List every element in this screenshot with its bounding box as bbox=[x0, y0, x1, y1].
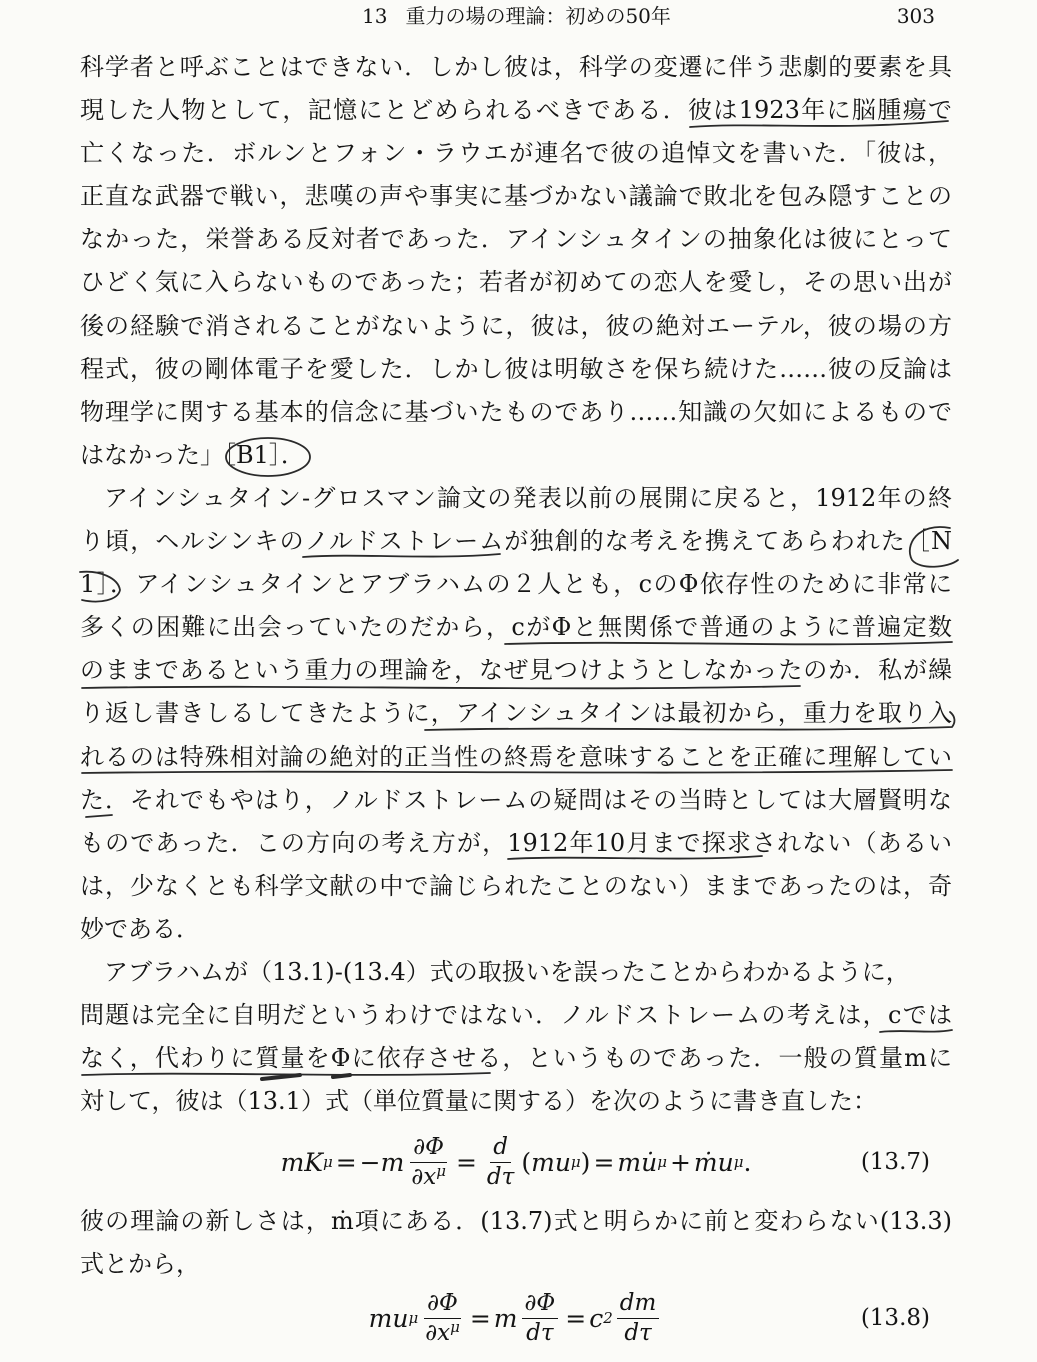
text-line: なく，代わりに質量をΦに依存させる，というものであった．一般の質量mに bbox=[80, 1044, 952, 1073]
chapter-title: 重力の場の理論：初めの50年 bbox=[405, 4, 671, 28]
text-line: 亡くなった．ボルンとフォン・ラウエが連名で彼の追悼文を書いた．「彼は， bbox=[80, 139, 952, 168]
text-line: 問題は完全に自明だというわけではない．ノルドストレームの考えは，cでは bbox=[80, 1001, 952, 1030]
close-paren: ) bbox=[580, 1147, 591, 1177]
equals-sign: = bbox=[335, 1147, 357, 1177]
fraction-denominator bbox=[422, 1319, 463, 1346]
equation-number: (13.8) bbox=[860, 1305, 930, 1331]
text-line: 式とから， bbox=[80, 1250, 200, 1279]
fraction-numerator: ∂Φ bbox=[522, 1290, 559, 1318]
math-term: −m bbox=[359, 1147, 405, 1177]
text-line: ひどく気に入らないものであった；若者が初めての恋人を愛し，その思い出が bbox=[80, 268, 952, 297]
math-term: mK bbox=[280, 1147, 323, 1177]
fraction-denominator: dτ bbox=[526, 1319, 554, 1346]
text-line: はなかった」［B1］． bbox=[80, 440, 305, 469]
fraction-denominator bbox=[408, 1163, 449, 1190]
text-line: 正直な武器で戦い，悲嘆の声や事実に基づかない議論で敗北を包み隠すことの bbox=[80, 182, 952, 211]
equation-13-8 bbox=[80, 1288, 952, 1348]
equals-sign: = bbox=[469, 1303, 491, 1333]
paragraph-2 bbox=[80, 477, 952, 951]
running-header-title bbox=[362, 3, 671, 29]
text-line: 現した人物として，記憶にとどめられるべきである．彼は1923年に脳腫瘍で bbox=[80, 96, 952, 125]
math-term: ∂x bbox=[425, 1319, 451, 1346]
text-line: 後の経験で消されることがないように，彼は，彼の絶対エーテル，彼の場の方 bbox=[80, 311, 952, 340]
text-line: た．それでもやはり，ノルドストレームの疑問はその当時としては大層賢明な bbox=[80, 785, 952, 814]
text-line: 1］．アインシュタインとアブラハムの２人とも，cのΦ依存性のために非常に bbox=[80, 570, 952, 599]
text-line: 物理学に関する基本的信念に基づいたものであり……知識の欠如によるもので bbox=[80, 397, 952, 426]
chapter-number: 13 bbox=[362, 4, 388, 28]
text-line: 対して，彼は（13.1）式（単位質量に関する）を次のように書き直した： bbox=[80, 1087, 877, 1116]
equation-13-8-formula: mu μ $\frac{\partial\Phi}{\partial x^\mu}$ = m $\frac{\partial\Phi}{d\tau}$ = c 2 $\frac{dm}{d\tau}$ bbox=[369, 1290, 664, 1346]
text-line: れるのは特殊相対論の絶対的正当性の終焉を意味することを正確に理解してい bbox=[80, 742, 952, 771]
fraction-numerator: ∂Φ bbox=[410, 1134, 447, 1162]
fraction bbox=[617, 1290, 660, 1346]
math-superscript: μ bbox=[436, 1161, 446, 1180]
running-header bbox=[0, 0, 1037, 34]
fraction bbox=[408, 1134, 449, 1190]
math-term: ṁu bbox=[693, 1147, 734, 1177]
paragraph-3 bbox=[80, 951, 952, 1123]
equation-13-7 bbox=[80, 1126, 952, 1198]
plus-sign: + bbox=[669, 1147, 691, 1177]
text-line: は，少なくとも科学文献の中で論じられたことのない）ままであったのは，奇 bbox=[80, 871, 952, 900]
open-paren: ( bbox=[521, 1147, 532, 1177]
equals-sign: = bbox=[565, 1303, 587, 1333]
body-text-continued bbox=[80, 1200, 952, 1286]
paragraph-1 bbox=[80, 46, 952, 477]
fraction bbox=[522, 1290, 559, 1346]
body-text bbox=[80, 46, 952, 1123]
math-term: ∂x bbox=[411, 1163, 437, 1190]
text-line: り返し書きしるしてきたように，アインシュタインは最初から，重力を取り入 bbox=[80, 699, 952, 728]
fraction-denominator: dτ bbox=[486, 1163, 515, 1190]
text-line: ものであった．この方向の考え方が，1912年10月まで探求されない（あるい bbox=[80, 828, 952, 857]
math-term: c bbox=[589, 1303, 604, 1333]
equation-13-7-formula: mK μ = −m $\frac{\partial\Phi}{\partial x^\mu}$ = $\frac{d}{d\tau}$ ( mu μ ) = mu̇ μ + ṁu μ . bbox=[280, 1134, 752, 1190]
equation-number: (13.7) bbox=[860, 1149, 930, 1175]
fraction bbox=[422, 1290, 463, 1346]
fraction-denominator: dτ bbox=[624, 1319, 652, 1346]
fraction-numerator: ∂Φ bbox=[424, 1290, 461, 1318]
math-term: mu bbox=[368, 1303, 409, 1333]
fraction bbox=[484, 1134, 517, 1190]
text-line: アインシュタイン-グロスマン論文の発表以前の展開に戻ると，1912年の終 bbox=[104, 483, 952, 512]
text-line: 多くの困難に出会っていたのだから，cがΦと無関係で普通のように普遍定数 bbox=[80, 613, 952, 642]
math-term: mu bbox=[531, 1147, 571, 1177]
equals-sign: = bbox=[593, 1147, 615, 1177]
text-line: アブラハムが（13.1)-(13.4）式の取扱いを誤ったことからわかるように， bbox=[104, 957, 910, 986]
text-line: り頃，ヘルシンキのノルドストレームが独創的な考えを携えてあらわれた［N bbox=[80, 527, 952, 556]
equals-sign: = bbox=[455, 1147, 477, 1177]
math-term: m bbox=[493, 1303, 518, 1333]
math-superscript: μ bbox=[450, 1317, 460, 1336]
text-line: 程式，彼の剛体電子を愛した．しかし彼は明敏さを保ち続けた……彼の反論は bbox=[80, 354, 952, 383]
fraction-numerator: d bbox=[490, 1134, 511, 1162]
period: . bbox=[743, 1147, 752, 1177]
text-line: 妙である． bbox=[80, 914, 200, 943]
text-line: 科学者と呼ぶことはできない．しかし彼は，科学の変遷に伴う悲劇的要素を具 bbox=[80, 53, 952, 81]
text-line: のままであるという重力の理論を，なぜ見つけようとしなかったのか．私が繰 bbox=[80, 656, 952, 685]
page-number: 303 bbox=[896, 4, 935, 28]
fraction-numerator: dm bbox=[617, 1290, 660, 1318]
text-line: なかった，栄誉ある反対者であった．アインシュタインの抽象化は彼にとって bbox=[80, 225, 952, 254]
math-term: mu̇ bbox=[617, 1147, 658, 1177]
text-line: 彼の理論の新しさは，ṁ項にある．(13.7)式と明らかに前と変わらない(13.3) bbox=[80, 1207, 952, 1235]
